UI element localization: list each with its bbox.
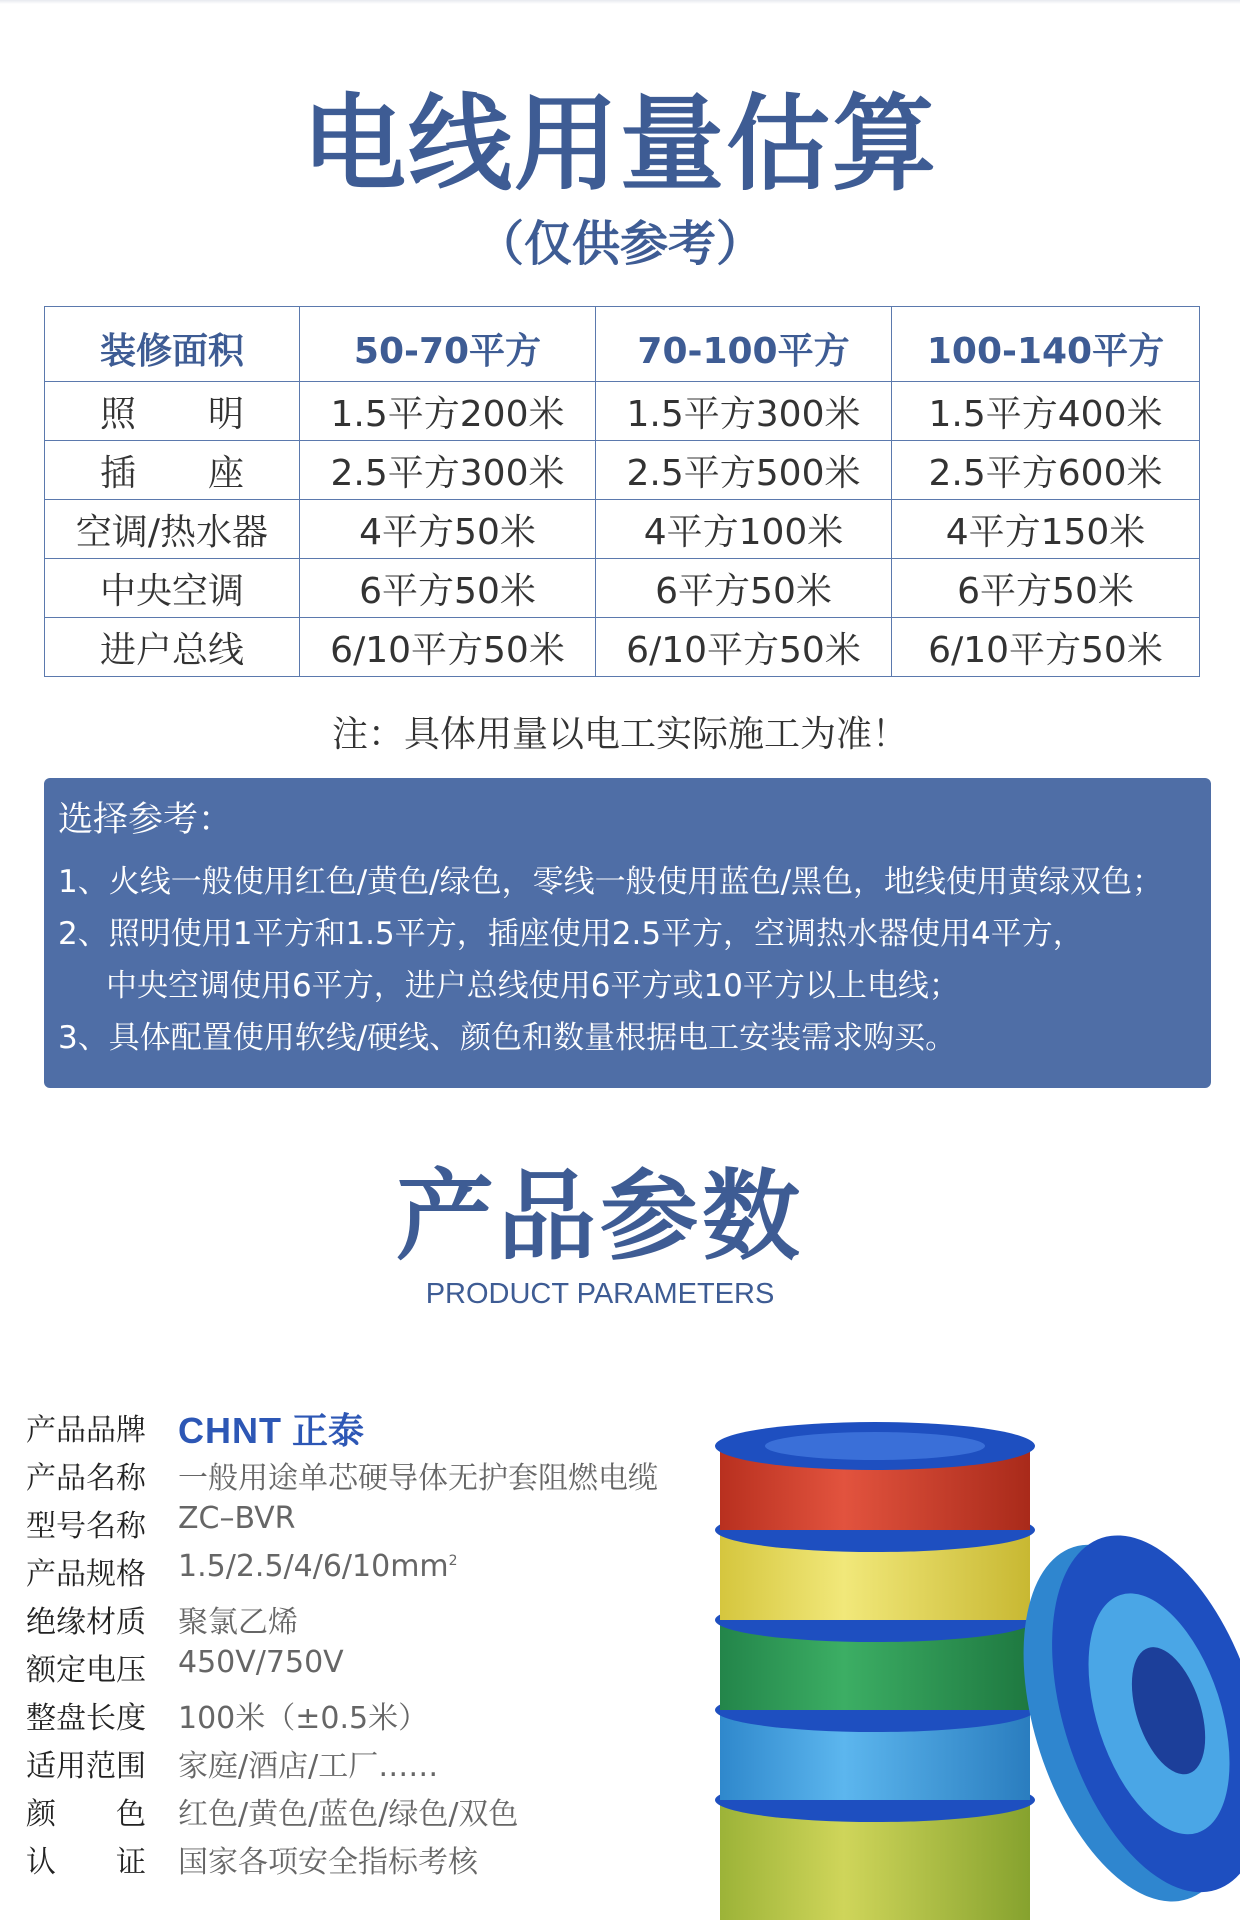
param-value: 100米（±0.5米） [178,1701,429,1736]
row-label: 照 明 [45,382,300,441]
guide-title: 选择参考： [58,800,234,840]
reel-stack [715,1422,1035,1920]
table-cell: 6/10平方50米 [892,618,1200,677]
param-value: 红色/黄色/蓝色/绿色/双色 [178,1797,519,1832]
table-cell: 2.5平方500米 [596,441,892,500]
estimate-title: 电线用量估算 [301,83,938,205]
param-label: 颜 色 [26,1797,146,1832]
table-row [45,441,1200,500]
table-header-row [45,307,1200,382]
row-label: 插 座 [45,441,300,500]
header-cell: 装修面积 [45,307,300,382]
param-value: $1.5/2.5/4/6/10mm^2$ [178,1549,458,1584]
row-label: 进户总线 [45,618,300,677]
table-cell: 2.5平方600米 [892,441,1200,500]
estimate-subtitle: （仅供参考） [475,216,764,272]
table-cell: 6/10平方50米 [300,618,596,677]
usage-note: 注：具体用量以电工实际施工为准！ [331,714,908,755]
header-cell: 50-70平方 [300,307,596,382]
param-label: 型号名称 [26,1509,146,1544]
table-cell: 6平方50米 [300,559,596,618]
table-row [45,618,1200,677]
guide-line: 中央空调使用6平方，进户总线使用6平方或10平方以上电线； [106,968,960,1004]
guide-line: 3、具体配置使用软线/硬线、颜色和数量根据电工安装需求购买。 [58,1020,957,1056]
usage-table [44,306,1200,677]
param-label: 产品规格 [26,1557,146,1592]
wire-reels-image [700,1420,1240,1920]
param-value: ZC–BVR [178,1501,296,1536]
row-label: 中央空调 [45,559,300,618]
table-row [45,500,1200,559]
param-label: 产品品牌 [26,1413,146,1448]
brand-logo: CHNT 正泰 [178,1410,364,1452]
table-cell: 1.5平方200米 [300,382,596,441]
selection-guide-panel [44,778,1211,1088]
guide-line: 2、照明使用1平方和1.5平方，插座使用2.5平方，空调热水器使用4平方， [58,916,1084,952]
param-label: 适用范围 [26,1749,146,1784]
param-label: 整盘长度 [26,1701,146,1736]
guide-line: 1、火线一般使用红色/黄色/绿色，零线一般使用蓝色/黑色，地线使用黄绿双色； [58,864,1164,900]
param-value: 聚氯乙烯 [178,1605,298,1640]
param-label: 产品名称 [26,1461,146,1496]
row-label: 空调/热水器 [45,500,300,559]
param-label: 绝缘材质 [26,1605,146,1640]
top-divider [0,0,1240,4]
param-value: 国家各项安全指标考核 [178,1845,478,1880]
table-cell: 1.5平方400米 [892,382,1200,441]
param-value: 家庭/酒店/工厂…… [178,1749,439,1784]
param-value: 一般用途单芯硬导体无护套阻燃电缆 [178,1461,658,1496]
table-cell: 4平方150米 [892,500,1200,559]
param-label: 额定电压 [26,1653,146,1688]
param-value: 450V/750V [178,1645,344,1680]
params-title: 产品参数 [395,1160,804,1274]
table-cell: 4平方100米 [596,500,892,559]
param-label: 认 证 [26,1845,146,1880]
header-cell: 100-140平方 [892,307,1200,382]
table-row [45,382,1200,441]
header-cell: 70-100平方 [596,307,892,382]
table-cell: 6平方50米 [596,559,892,618]
table-cell: 2.5平方300米 [300,441,596,500]
table-cell: 6平方50米 [892,559,1200,618]
table-cell: 6/10平方50米 [596,618,892,677]
table-row [45,559,1200,618]
table-cell: 1.5平方300米 [596,382,892,441]
params-subtitle: PRODUCT PARAMETERS [425,1278,775,1310]
table-cell: 4平方50米 [300,500,596,559]
